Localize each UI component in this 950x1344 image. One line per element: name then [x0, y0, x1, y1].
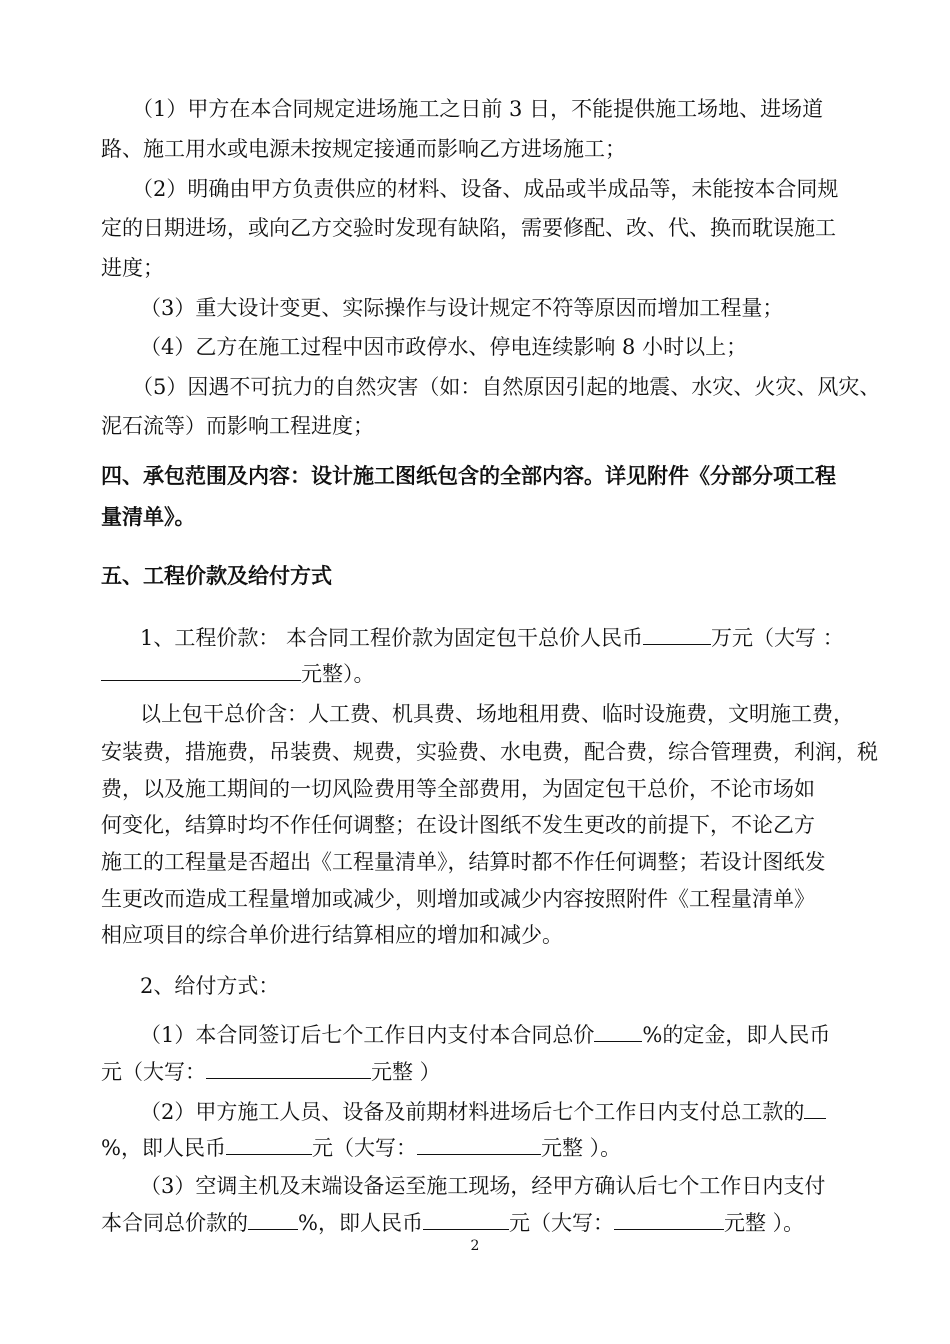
inclusion-line-7: 相应项目的综合单价进行结算相应的增加和减少。	[101, 923, 563, 947]
payment-1-suffix: %的定金，即人民币	[642, 1023, 831, 1047]
payment-3-uppercase-blank[interactable]	[614, 1209, 724, 1230]
page-number: 2	[470, 1238, 480, 1254]
payment-3-uppercase-label: 元（大写：	[508, 1211, 614, 1235]
payment-2-suffix: 元整 ）。	[540, 1136, 622, 1160]
payment-1-uppercase-suffix: 元整 ）	[371, 1060, 441, 1084]
inclusion-line-5: 施工的工程量是否超出《工程量清单》，结算时都不作任何调整；若设计图纸发	[101, 850, 826, 874]
section-5-heading: 五、工程价款及给付方式	[101, 564, 332, 588]
payment-3-rmb-label: %，即人民币	[298, 1211, 423, 1235]
deposit-percent-blank[interactable]	[594, 1021, 642, 1042]
section-4-heading-line-2: 量清单》。	[101, 505, 196, 529]
payment-1-line-2	[101, 1058, 441, 1086]
price-label: 1、工程价款： 本合同工程价款为固定包干总价人民币	[140, 626, 644, 650]
inclusion-line-3: 费，以及施工期间的一切风险费用等全部费用，为固定包干总价，不论市场如	[101, 777, 815, 801]
payment-2-percent-blank[interactable]	[804, 1098, 826, 1119]
inclusion-line-6: 生更改而造成工程量增加或减少，则增加或减少内容按照附件《工程量清单》	[101, 887, 815, 911]
payment-3-suffix: 元整 ）。	[723, 1211, 805, 1235]
item-4-line: （4）乙方在施工过程中因市政停水、停电连续影响 8 小时以上；	[140, 335, 748, 359]
price-line-2	[101, 660, 375, 688]
price-uppercase-suffix: 元整）。	[301, 662, 375, 686]
payment-3-text: 本合同总价款的	[101, 1211, 248, 1235]
inclusion-line-1: 以上包干总价含：人工费、机具费、场地租用费、临时设施费，文明施工费，	[140, 702, 854, 726]
item-5-line-1: （5）因遇不可抗力的自然灾害（如：自然原因引起的地震、水灾、火灾、风灾、	[132, 375, 881, 399]
inclusion-line-4: 何变化，结算时均不作任何调整；在设计图纸不发生更改的前提下，不论乙方	[101, 813, 815, 837]
price-amount-blank[interactable]	[643, 624, 711, 645]
payment-3-line-1: （3）空调主机及末端设备运至施工现场，经甲方确认后七个工作日内支付	[140, 1174, 826, 1198]
payment-3-percent-blank[interactable]	[248, 1209, 298, 1230]
item-2-line-2: 定的日期进场，或向乙方交验时发现有缺陷，需要修配、改、代、换而耽误施工	[101, 216, 836, 240]
payment-2-uppercase-blank[interactable]	[417, 1134, 541, 1155]
payment-1-text: （1）本合同签订后七个工作日内支付本合同总价	[140, 1023, 595, 1047]
payment-2-amount-blank[interactable]	[226, 1134, 312, 1155]
payment-1-uppercase-label: 元（大写：	[101, 1060, 206, 1084]
item-5-line-2: 泥石流等）而影响工程进度；	[101, 414, 374, 438]
inclusion-line-2: 安装费，措施费，吊装费、规费，实验费、水电费，配合费，综合管理费，利润，税	[101, 740, 878, 764]
price-unit-label: 万元（大写 ：	[711, 626, 844, 650]
item-1-line-2: 路、施工用水或电源未按规定接通而影响乙方进场施工；	[101, 137, 626, 161]
item-2-line-1: （2）明确由甲方负责供应的材料、设备、成品或半成品等，未能按本合同规	[132, 177, 839, 201]
payment-3-line-2	[101, 1209, 804, 1237]
section-4-heading-line-1: 四、承包范围及内容：设计施工图纸包含的全部内容。详见附件《分部分项工程	[101, 464, 836, 488]
payment-2-line-1	[140, 1098, 826, 1126]
item-2-line-3: 进度；	[101, 256, 164, 280]
payment-1-line-1	[140, 1021, 830, 1049]
payment-3-amount-blank[interactable]	[423, 1209, 509, 1230]
payment-2-rmb-label: %，即人民币	[101, 1136, 226, 1160]
payment-2-line-2	[101, 1134, 621, 1162]
price-line-1	[140, 624, 844, 652]
item-3-line: （3）重大设计变更、实际操作与设计规定不符等原因而增加工程量；	[140, 296, 784, 320]
deposit-uppercase-blank[interactable]	[206, 1058, 371, 1079]
item-1-line-1: （1）甲方在本合同规定进场施工之日前 3 日，不能提供施工场地、进场道	[132, 97, 824, 121]
price-uppercase-blank[interactable]	[101, 660, 301, 681]
payment-2-text: （2）甲方施工人员、设备及前期材料进场后七个工作日内支付总工款的	[140, 1100, 805, 1124]
payment-2-uppercase-label: 元（大写：	[311, 1136, 417, 1160]
payment-title: 2、给付方式：	[140, 974, 280, 998]
